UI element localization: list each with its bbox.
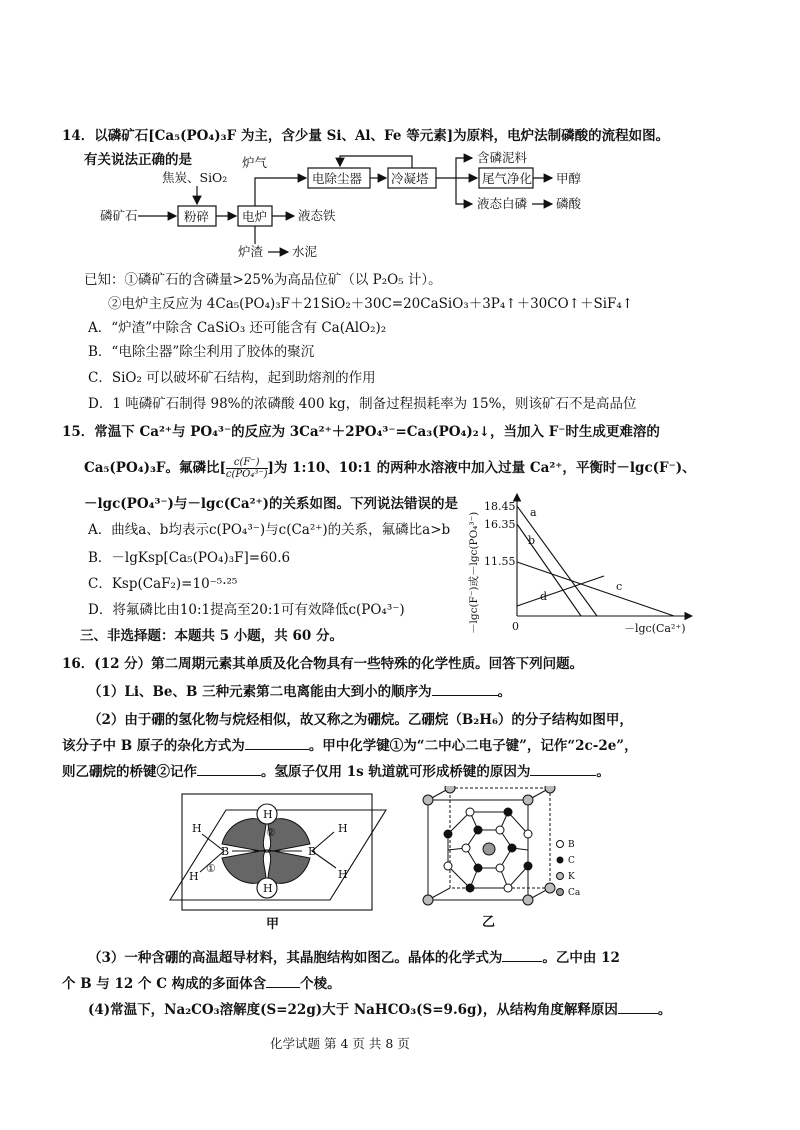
- curve-label-c: c: [616, 580, 623, 593]
- q14-stem2: 有关说法正确的是: [84, 152, 192, 168]
- atom-b-left: B: [221, 845, 230, 858]
- legend-ca: Ca: [568, 888, 581, 898]
- q15-stem3: －lgc(PO₄³⁻)与－lgc(Ca²⁺)的关系如图。下列说法错误的是: [84, 496, 459, 512]
- q16-part3b: [62, 972, 341, 992]
- atom-b-right: B: [308, 845, 317, 858]
- q16-part2c-text: 则乙硼烷的桥键②记作: [62, 764, 197, 780]
- bond-mark-2: ②: [266, 826, 276, 839]
- q16-part4: [88, 998, 671, 1018]
- curve-label-a: a: [530, 506, 537, 519]
- atom-h-bottom-bridge: H: [263, 882, 273, 895]
- q16-part2a: （2）由于硼的氢化物与烷烃相似，故又称之为硼烷。乙硼烷（B₂H₆）的分子结构如图甲，: [88, 712, 633, 728]
- answer-blank-5[interactable]: [502, 949, 542, 962]
- curve-c: [517, 562, 674, 616]
- figure-diborane: [162, 792, 392, 932]
- q14-flowchart: [100, 136, 620, 266]
- fraction-denominator: c(PO₄³⁻): [225, 469, 268, 480]
- bond-mark-1: ①: [206, 862, 216, 875]
- q16-part1-end: 。: [497, 684, 512, 700]
- flow-mud: 含磷泥料: [477, 150, 528, 165]
- atom-h-top-bridge: H: [263, 808, 273, 821]
- ytick-1845: 18.45: [484, 500, 516, 513]
- atom-h-upper-right: H: [338, 822, 348, 835]
- figure-a-caption: 甲: [266, 917, 280, 932]
- q16-part2c-end: 。: [596, 764, 610, 780]
- answer-blank-6[interactable]: [266, 975, 300, 988]
- flow-condenser: 冷凝塔: [391, 171, 429, 186]
- flow-acid: 磷酸: [556, 196, 582, 211]
- q16-part2b-tail: 。甲中化学键①为“二中心二电子键”，记作“2c-2e”，: [308, 738, 638, 754]
- q16-part3a: [88, 946, 620, 966]
- q14-option-d: D．1 吨磷矿石制得 98%的浓磷酸 400 kg，制备过程损耗率为 15%，则该矿石不是高品位: [88, 396, 637, 412]
- q16-part2b-text: 该分子中 B 原子的杂化方式为: [62, 738, 245, 754]
- legend-b: B: [568, 840, 575, 850]
- q16-part2c-mid: 。氢原子仅用 1s 轨道就可形成桥键的原因为: [261, 764, 531, 780]
- atom-h-upper-left: H: [192, 822, 202, 835]
- q15-option-a: A．曲线a、b均表示c(PO₄³⁻)与c(Ca²⁺)的关系，氟磷比a>b: [88, 522, 451, 538]
- flow-tail: 尾气净化: [482, 171, 533, 186]
- flow-furnace: 电炉: [242, 209, 268, 224]
- legend-k: K: [568, 872, 575, 882]
- page-footer: 化学试题 第 4 页 共 8 页: [270, 1036, 410, 1051]
- flow-crush: 粉碎: [184, 209, 210, 224]
- curve-label-d: d: [540, 590, 548, 603]
- graph-xlabel: －lgc(Ca²⁺): [624, 622, 686, 635]
- answer-blank-4[interactable]: [530, 763, 596, 776]
- q14-known1: 已知：①磷矿石的含磷量>25%为高品位矿（以 P₂O₅ 计）。: [84, 272, 442, 288]
- flow-cement: 水泥: [292, 244, 318, 259]
- ytick-1635: 16.35: [484, 518, 516, 531]
- answer-blank-3[interactable]: [197, 763, 261, 776]
- q15-option-c: C．Ksp(CaF₂)=10⁻⁵·²⁵: [88, 576, 238, 592]
- q16-part2b: [62, 734, 638, 754]
- graph-ylabel: －lgc(F⁻)或－lgc(PO₄³⁻): [468, 511, 480, 634]
- q14-option-b: B．“电除尘器”除尘利用了胶体的聚沉: [88, 344, 315, 360]
- q16-part3a-tail: 。乙中由 12: [542, 950, 620, 966]
- answer-blank-1[interactable]: [432, 683, 498, 696]
- cell-back: [450, 788, 550, 888]
- q15-option-d: D．将氟磷比由10:1提高至20:1可有效降低c(PO₄³⁻): [88, 602, 405, 618]
- q16-part2c: [62, 760, 610, 780]
- q16-part4-end: 。: [657, 1002, 672, 1018]
- q15-stem2b: ]为 1:10、10:1 的两种水溶液中加入过量 Ca²⁺，平衡时－lgc(F⁻)、: [267, 460, 696, 476]
- curve-a: [517, 506, 597, 616]
- q15-graph: [464, 488, 700, 648]
- q14-option-a: A．“炉渣”中除含 CaSiO₃ 还可能含有 Ca(AlO₂)₂: [88, 320, 387, 336]
- atom-h-lower-right: H: [338, 868, 348, 881]
- flow-iron: 液态铁: [298, 208, 336, 223]
- fraction-numerator: c(F⁻): [226, 457, 268, 469]
- q15-stem2a: Ca₅(PO₄)₃F。氟磷比[: [84, 460, 226, 476]
- origin-label: 0: [512, 620, 519, 633]
- q16-part1-text: （1）Li、Be、B 三种元素第二电离能由大到小的顺序为: [88, 684, 432, 700]
- q15-stem1: 15．常温下 Ca²⁺与 PO₄³⁻的反应为 3Ca²⁺＋2PO₄³⁻=Ca₃(PO₄)₂↓，当加入 F⁻时生成更难溶的: [62, 424, 660, 440]
- fluorine-ratio-fraction: [226, 457, 268, 480]
- curve-d: [517, 576, 604, 606]
- q14-stem: 14．以磷矿石[Ca₅(PO₄)₃F 为主，含少量 Si、Al、Fe 等元素]为原料，电炉法制磷酸的流程如图。: [62, 128, 670, 144]
- q14-known2: ②电炉主反应为 4Ca₅(PO₄)₃F＋21SiO₂＋30C=20CaSiO₃＋3P₄↑＋30CO↑＋SiF₄↑: [108, 296, 634, 312]
- q16-stem: 16．(12 分）第二周期元素其单质及化合物具有一些特殊的化学性质。回答下列问题。: [62, 656, 584, 672]
- ca-center: [483, 843, 495, 855]
- flow-dust: 电除尘器: [312, 171, 363, 186]
- section3-heading: 三、非选择题：本题共 5 小题，共 60 分。: [80, 628, 343, 644]
- q16-part1: [88, 680, 511, 700]
- q14-option-c: C．SiO₂ 可以破坏矿石结构，起到助熔剂的作用: [88, 370, 376, 386]
- answer-blank-2[interactable]: [245, 737, 309, 750]
- flow-gas: 炉气: [242, 155, 268, 170]
- ytick-1155: 11.55: [484, 555, 516, 568]
- q15-stem2: [84, 456, 696, 480]
- flow-white-p: 液态白磷: [477, 196, 528, 211]
- figure-b-caption: 乙: [482, 915, 496, 930]
- flow-input1: 焦炭、SiO₂: [162, 170, 228, 185]
- q15-option-b: B．－lgKsp[Ca₅(PO₄)₃F]=60.6: [88, 550, 291, 566]
- q16-part3b-tail: 个棱。: [300, 976, 341, 992]
- flow-methanol: 甲醇: [556, 171, 582, 186]
- atom-h-lower-left: H: [189, 870, 199, 883]
- figure-crystal-cell: [420, 786, 600, 936]
- q16-part3a-text: （3）一种含硼的高温超导材料，其晶胞结构如图乙。晶体的化学式为: [88, 950, 503, 966]
- legend-c: C: [568, 856, 575, 866]
- q16-part3b-text: 个 B 与 12 个 C 构成的多面体含: [62, 976, 267, 992]
- answer-blank-7[interactable]: [618, 1001, 658, 1014]
- orbital-bottom-right: [268, 850, 310, 883]
- flow-input2: 磷矿石: [100, 208, 138, 223]
- q16-part4-text: (4)常温下，Na₂CO₃溶解度(S=22g)大于 NaHCO₃(S=9.6g)，从结构角度解释原因: [88, 1002, 618, 1018]
- flow-slag: 炉渣: [238, 244, 264, 259]
- curve-label-b: b: [528, 534, 536, 547]
